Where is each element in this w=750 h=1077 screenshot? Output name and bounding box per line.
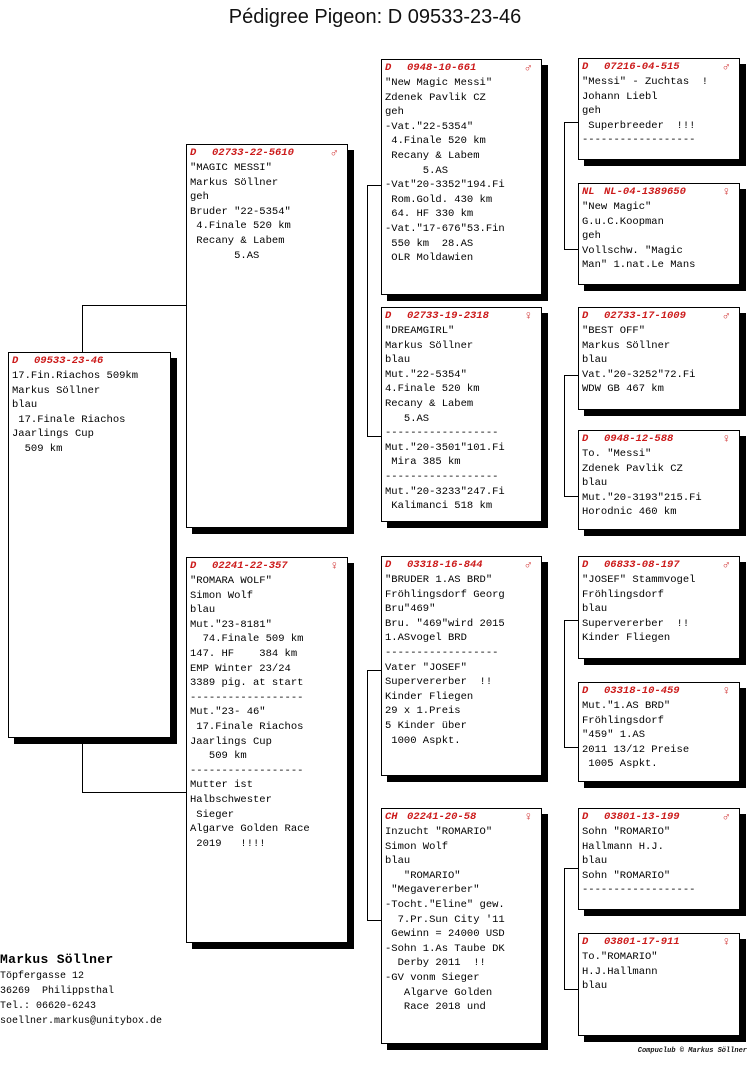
- card-text-line: Mut."1.AS BRD": [582, 700, 671, 712]
- card-text-line: WDW GB 467 km: [582, 383, 664, 396]
- card-text-line: 17.Fin.Riachos 509km: [12, 370, 139, 382]
- female-symbol-icon: ♀: [722, 432, 730, 447]
- card-text-line: 4.Finale 520 km: [385, 383, 480, 396]
- ring-header: [582, 935, 736, 950]
- female-symbol-icon: ♀: [722, 684, 730, 699]
- ring-header: [582, 60, 736, 75]
- card-text-line: Sohn "ROMARIO": [582, 826, 671, 838]
- country-code: D: [385, 310, 392, 323]
- card-text-line: Markus Söllner: [385, 339, 474, 352]
- card-text-line: blau: [582, 354, 608, 367]
- pigeon-card-mother-mother[interactable]: [381, 808, 542, 1044]
- card-text-line: 1005 Aspkt.: [582, 758, 658, 771]
- ring-number: 02733-22-5610: [212, 147, 294, 160]
- card-text-line: geh: [190, 191, 209, 204]
- card-text-line: Simon Wolf: [385, 840, 449, 853]
- pigeon-card-mfm[interactable]: [578, 682, 740, 782]
- card-text-line: Algarve Golden Race: [190, 823, 310, 836]
- ring-header: [582, 185, 736, 200]
- card-text-line: Man" 1.nat.Le Mans: [582, 259, 696, 272]
- country-code: D: [190, 560, 197, 573]
- card-text-line: OLR Moldawien: [385, 252, 474, 265]
- card-text-line: Mut."20-3233"247.Fi: [385, 485, 505, 498]
- ring-number: 02241-20-58: [407, 811, 477, 824]
- country-code: D: [582, 61, 589, 74]
- female-symbol-icon: ♀: [524, 309, 532, 324]
- card-text-line: ------------------: [385, 470, 499, 483]
- card-text-line: "459" 1.AS: [582, 729, 646, 742]
- card-text-line: 1.ASvogel BRD: [385, 632, 467, 645]
- male-symbol-icon: ♂: [330, 146, 338, 161]
- card-text-line: "BEST OFF": [582, 325, 646, 337]
- card-text-line: Fröhlingsdorf Georg: [385, 588, 505, 601]
- ring-header: [385, 558, 538, 573]
- card-text-line: Sohn "ROMARIO": [582, 869, 671, 882]
- owner-phone: Tel.: 06620-6243: [0, 1001, 97, 1012]
- pigeon-card-father-mother[interactable]: [381, 307, 542, 522]
- card-text-line: blau: [582, 980, 608, 993]
- connector-line: [564, 747, 579, 748]
- ring-number: 06833-08-197: [604, 559, 680, 572]
- card-text-line: 17.Finale Riachos: [12, 413, 126, 426]
- male-symbol-icon: ♂: [524, 558, 532, 573]
- pigeon-card-subject[interactable]: [8, 352, 171, 738]
- card-text-line: -Vat"20-3352"194.Fi: [385, 179, 505, 192]
- card-text-line: 509 km: [12, 442, 63, 455]
- card-text-line: Vollschw. "Magic: [582, 244, 683, 257]
- connector-line: [564, 868, 579, 869]
- card-text-line: 147. HF 384 km: [190, 647, 298, 660]
- card-text-line: G.u.C.Koopman: [582, 215, 664, 228]
- ring-number: 03801-13-199: [604, 811, 680, 824]
- male-symbol-icon: ♂: [722, 60, 730, 75]
- ring-number: 03801-17-911: [604, 936, 680, 949]
- card-text-line: Halbschwester: [190, 793, 272, 806]
- male-symbol-icon: ♂: [722, 309, 730, 324]
- card-text-line: Horodnic 460 km: [582, 506, 677, 519]
- pigeon-card-father-father[interactable]: [381, 59, 542, 295]
- ring-number: 07216-04-515: [604, 61, 680, 74]
- connector-line: [564, 496, 579, 497]
- card-text-line: 2019 !!!!: [190, 837, 266, 850]
- card-text-line: "ROMARA WOLF": [190, 575, 272, 587]
- ring-number: 0948-12-588: [604, 433, 674, 446]
- owner-street: Töpfergasse 12: [0, 971, 85, 982]
- card-text-line: "Megavererber": [385, 884, 480, 897]
- card-text-line: -Vat."22-5354": [385, 120, 474, 133]
- connector-line: [564, 989, 579, 990]
- connector-line: [82, 792, 187, 793]
- card-text-line: 5 Kinder über: [385, 719, 467, 732]
- connector-line: [82, 737, 83, 793]
- card-text-line: geh: [582, 230, 601, 243]
- card-text-line: Sieger: [190, 808, 235, 821]
- card-text-line: Mut."20-3501"101.Fi: [385, 441, 505, 454]
- pigeon-card-ffm[interactable]: [578, 183, 740, 285]
- card-text-line: blau: [190, 604, 216, 617]
- connector-line: [564, 375, 579, 376]
- pigeon-card-fmf[interactable]: [578, 307, 740, 410]
- card-text-line: EMP Winter 23/24: [190, 662, 291, 675]
- male-symbol-icon: ♂: [722, 810, 730, 825]
- card-text-line: Supervererber !!: [582, 617, 690, 630]
- pigeon-card-fmm[interactable]: [578, 430, 740, 530]
- country-code: D: [582, 685, 589, 698]
- card-text-line: -Vat."17-676"53.Fin: [385, 222, 505, 235]
- card-text-line: ------------------: [582, 884, 696, 897]
- card-text-line: blau: [582, 855, 608, 868]
- pigeon-card-mff[interactable]: [578, 556, 740, 659]
- pigeon-card-mmm[interactable]: [578, 933, 740, 1036]
- ring-number: 03318-16-844: [407, 559, 483, 572]
- ring-header: [190, 559, 344, 574]
- card-text-line: 5.AS: [385, 164, 449, 177]
- card-text-line: Gewinn = 24000 USD: [385, 928, 505, 941]
- country-code: D: [582, 310, 589, 323]
- connector-line: [367, 670, 382, 671]
- card-text-line: Hallmann H.J.: [582, 840, 664, 853]
- card-text-line: Vater "JOSEF": [385, 661, 467, 674]
- card-text-line: 550 km 28.AS: [385, 237, 474, 250]
- pigeon-card-fff[interactable]: [578, 58, 740, 160]
- country-code: D: [582, 936, 589, 949]
- pigeon-card-mmf[interactable]: [578, 808, 740, 910]
- card-text-line: "DREAMGIRL": [385, 325, 455, 337]
- card-text-line: 29 x 1.Preis: [385, 705, 461, 718]
- card-text-line: Mira 385 km: [385, 456, 461, 469]
- card-text-line: "MAGIC MESSI": [190, 162, 272, 174]
- card-text-line: Zdenek Pavlik CZ: [385, 91, 486, 104]
- card-text-line: Rom.Gold. 430 km: [385, 193, 493, 206]
- ring-header: [582, 810, 736, 825]
- card-text-line: 4.Finale 520 km: [190, 220, 291, 233]
- card-text-line: Recany & Labem: [385, 397, 474, 410]
- card-text-line: Bru"469": [385, 603, 436, 616]
- footer-credit: Compuclub © Markus Söllner: [637, 1047, 747, 1055]
- card-text-line: ------------------: [385, 646, 499, 659]
- card-text-line: 509 km: [190, 750, 247, 763]
- connector-line: [564, 620, 579, 621]
- pigeon-card-father[interactable]: [186, 144, 348, 528]
- female-symbol-icon: ♀: [722, 935, 730, 950]
- card-text-line: 1000 Aspkt.: [385, 734, 461, 747]
- card-text-line: Superbreeder !!!: [582, 119, 696, 132]
- ring-header: [190, 146, 344, 161]
- connector-line: [367, 670, 368, 921]
- card-text-line: Derby 2011 !!: [385, 957, 486, 970]
- connector-line: [367, 920, 382, 921]
- card-text-line: Johann Liebl: [582, 90, 658, 103]
- card-text-line: Recany & Labem: [385, 149, 480, 162]
- card-text-line: Markus Söllner: [190, 176, 279, 189]
- card-text-line: Race 2018 und: [385, 1001, 486, 1014]
- card-text-line: 17.Finale Riachos: [190, 720, 304, 733]
- card-text-line: Inzucht "ROMARIO": [385, 826, 493, 838]
- card-text-line: 74.Finale 509 km: [190, 633, 304, 646]
- ring-header: [582, 309, 736, 324]
- card-text-line: geh: [385, 106, 404, 119]
- card-text-line: blau: [385, 354, 411, 367]
- connector-line: [564, 868, 565, 990]
- card-text-line: Vat."20-3252"72.Fi: [582, 368, 696, 381]
- card-text-line: Markus Söllner: [12, 384, 101, 397]
- card-text-line: ------------------: [385, 427, 499, 440]
- card-text-line: 2011 13/12 Preise: [582, 743, 690, 756]
- ring-number: 02241-22-357: [212, 560, 288, 573]
- card-text-line: blau: [582, 603, 608, 616]
- card-text-line: Fröhlingsdorf: [582, 588, 664, 601]
- owner-name: Markus Söllner: [0, 952, 114, 967]
- country-code: D: [190, 147, 197, 160]
- card-text-line: 4.Finale 520 km: [385, 135, 486, 148]
- owner-info: [0, 950, 220, 1029]
- connector-line: [564, 122, 579, 123]
- owner-email: soellner.markus@unitybox.de: [0, 1016, 163, 1027]
- connector-line: [367, 185, 382, 186]
- country-code: D: [582, 811, 589, 824]
- card-text-line: To. "Messi": [582, 448, 652, 460]
- card-text-line: Kinder Fliegen: [385, 690, 474, 703]
- male-symbol-icon: ♂: [722, 558, 730, 573]
- ring-header: [582, 432, 736, 447]
- connector-line: [564, 620, 565, 748]
- page-title: Pédigree Pigeon: D 09533-23-46: [228, 6, 522, 28]
- card-text-line: Fröhlingsdorf: [582, 714, 664, 727]
- card-text-line: "JOSEF" Stammvogel: [582, 574, 696, 586]
- card-text-line: ------------------: [190, 691, 304, 704]
- card-text-line: Recany & Labem: [190, 234, 285, 247]
- ring-header: [385, 810, 538, 825]
- card-text-line: -GV vonm Sieger: [385, 971, 480, 984]
- card-text-line: Simon Wolf: [190, 589, 254, 602]
- pigeon-card-mother[interactable]: [186, 557, 348, 943]
- card-text-line: Mut."20-3193"215.Fi: [582, 491, 702, 504]
- card-text-line: Mut."23-8181": [190, 618, 272, 631]
- country-code: D: [582, 433, 589, 446]
- card-text-line: 5.AS: [190, 249, 260, 262]
- male-symbol-icon: ♂: [524, 61, 532, 76]
- card-text-line: blau: [385, 855, 411, 868]
- country-code: D: [582, 559, 589, 572]
- card-text-line: Bru. "469"wird 2015: [385, 617, 505, 630]
- card-text-line: "ROMARIO": [385, 869, 461, 882]
- country-code: CH: [385, 811, 398, 824]
- card-text-line: -Sohn 1.As Taube DK: [385, 942, 505, 955]
- card-text-line: blau: [12, 399, 38, 412]
- card-text-line: ------------------: [582, 134, 696, 147]
- owner-city: 36269 Philippsthal: [0, 986, 115, 997]
- card-text-line: "BRUDER 1.AS BRD": [385, 574, 493, 586]
- connector-line: [367, 436, 382, 437]
- female-symbol-icon: ♀: [330, 559, 338, 574]
- connector-line: [82, 305, 187, 306]
- card-text-line: H.J.Hallmann: [582, 965, 658, 978]
- country-code: D: [12, 355, 19, 368]
- ring-number: 09533-23-46: [34, 355, 104, 368]
- female-symbol-icon: ♀: [524, 810, 532, 825]
- ring-number: 02733-19-2318: [407, 310, 489, 323]
- ring-number: 0948-10-661: [407, 62, 477, 75]
- card-text-line: geh: [582, 105, 601, 118]
- connector-line: [564, 249, 579, 250]
- connector-line: [367, 185, 368, 437]
- card-text-line: Zdenek Pavlik CZ: [582, 462, 683, 475]
- ring-header: [582, 558, 736, 573]
- ring-number: 02733-17-1009: [604, 310, 686, 323]
- card-text-line: 3389 pig. at start: [190, 677, 304, 690]
- card-text-line: blau: [582, 477, 608, 490]
- ring-number: NL-04-1389650: [604, 186, 686, 199]
- card-text-line: Kalimanci 518 km: [385, 500, 493, 513]
- country-code: NL: [582, 186, 595, 199]
- card-text-line: Kinder Fliegen: [582, 632, 671, 645]
- card-text-line: Mutter ist: [190, 779, 254, 792]
- connector-line: [564, 375, 565, 497]
- card-text-line: 5.AS: [385, 412, 430, 425]
- pigeon-card-mother-father[interactable]: [381, 556, 542, 776]
- card-text-line: "Messi" - Zuchtas !: [582, 76, 709, 88]
- card-text-line: Algarve Golden: [385, 986, 493, 999]
- card-text-line: "New Magic": [582, 201, 652, 213]
- ring-header: [385, 309, 538, 324]
- connector-line: [564, 122, 565, 250]
- card-text-line: 7.Pr.Sun City '11: [385, 913, 505, 926]
- card-text-line: Mut."23- 46": [190, 706, 266, 719]
- ring-header: [582, 684, 736, 699]
- female-symbol-icon: ♀: [722, 185, 730, 200]
- ring-header: [385, 61, 538, 76]
- card-text-line: ------------------: [190, 764, 304, 777]
- card-text-line: Jaarlings Cup: [12, 428, 94, 441]
- card-text-line: Jaarlings Cup: [190, 735, 272, 748]
- card-text-line: Supervererber !!: [385, 676, 493, 689]
- ring-header: [12, 354, 167, 369]
- card-text-line: "New Magic Messi": [385, 77, 493, 89]
- card-text-line: -Tocht."Eline" gew.: [385, 898, 505, 911]
- ring-number: 03318-10-459: [604, 685, 680, 698]
- country-code: D: [385, 62, 392, 75]
- country-code: D: [385, 559, 392, 572]
- card-text-line: 64. HF 330 km: [385, 208, 474, 221]
- card-text-line: Bruder "22-5354": [190, 205, 291, 218]
- card-text-line: Markus Söllner: [582, 339, 671, 352]
- card-text-line: Mut."22-5354": [385, 368, 467, 381]
- connector-line: [82, 305, 83, 353]
- card-text-line: To."ROMARIO": [582, 951, 658, 963]
